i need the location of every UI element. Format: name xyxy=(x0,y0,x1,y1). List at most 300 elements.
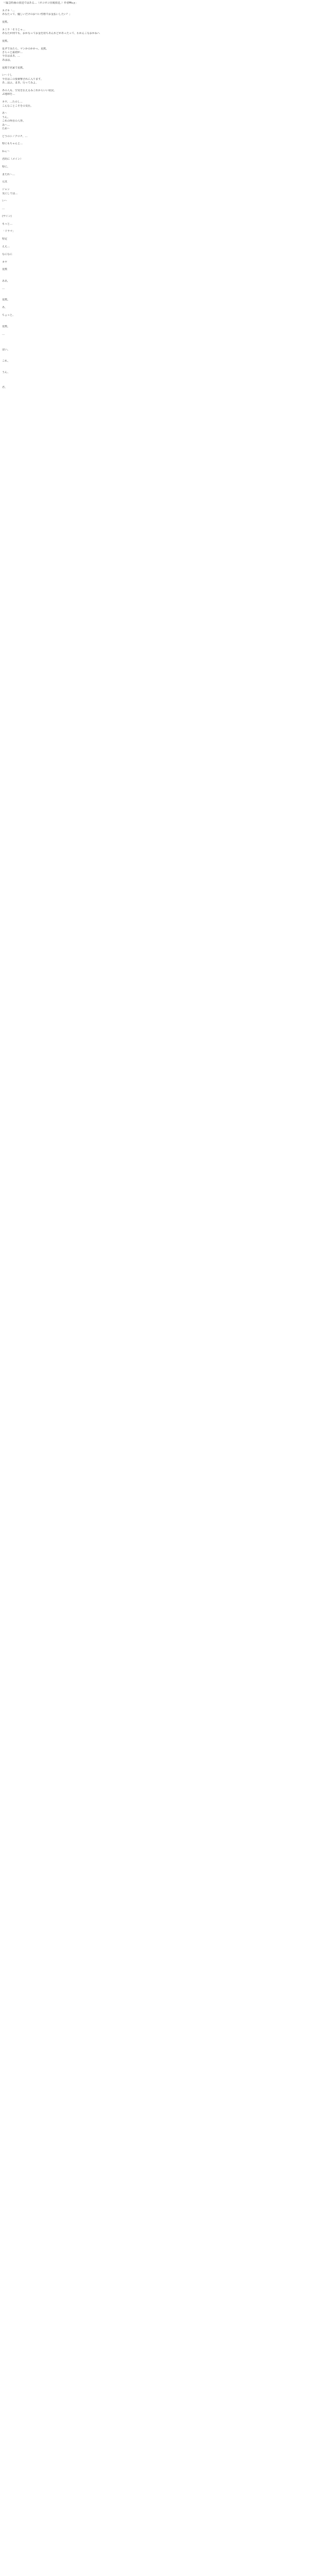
text-line xyxy=(2,1490,333,1494)
text-line: 気にしては… xyxy=(2,192,18,195)
text-line xyxy=(2,1814,333,1818)
text-line xyxy=(2,1327,333,1330)
text-line xyxy=(2,1662,333,1665)
text-line xyxy=(2,2157,333,2160)
text-line xyxy=(2,2461,333,2465)
text-line xyxy=(2,862,333,866)
text-line xyxy=(2,1053,333,1056)
text-line xyxy=(2,1589,333,1593)
text-line xyxy=(2,2061,333,2065)
text-line xyxy=(2,1875,333,1878)
text-line xyxy=(2,451,333,454)
text-line xyxy=(2,550,333,553)
text-line xyxy=(2,2244,333,2248)
text-line xyxy=(2,470,333,473)
text-line xyxy=(2,1193,333,1197)
text-line xyxy=(2,1167,333,1171)
text-line xyxy=(2,382,333,386)
text-line xyxy=(2,2511,333,2514)
text-line xyxy=(2,1833,333,1837)
text-line: あ…はふ、まあ、行ってみよ。 xyxy=(2,81,38,85)
text-line xyxy=(2,565,333,569)
text-line xyxy=(2,516,333,519)
text-line xyxy=(2,687,333,690)
text-line xyxy=(2,390,333,394)
text-line: 特に、 xyxy=(2,165,10,168)
text-line xyxy=(2,1730,333,1734)
text-line xyxy=(2,2035,333,2039)
text-line: 星熊。 xyxy=(2,39,10,43)
text-line xyxy=(2,1395,333,1399)
text-line xyxy=(2,1277,333,1281)
text-line xyxy=(2,805,333,808)
text-line xyxy=(2,2381,333,2385)
text-line xyxy=(2,721,333,725)
text-line xyxy=(2,923,333,927)
text-line xyxy=(2,946,333,950)
text-line xyxy=(2,919,333,923)
text-line xyxy=(2,820,333,824)
text-line xyxy=(2,5,333,9)
text-line xyxy=(2,1551,333,1555)
text-line xyxy=(2,1871,333,1875)
text-line: うん。 xyxy=(2,115,10,119)
text-line xyxy=(2,984,333,988)
text-line xyxy=(2,1296,333,1300)
text-line xyxy=(2,2058,333,2061)
text-line xyxy=(2,1125,333,1128)
text-line xyxy=(2,2370,333,2374)
text-line xyxy=(2,2522,333,2526)
text-line xyxy=(2,367,333,371)
text-line xyxy=(2,531,333,534)
text-line xyxy=(2,851,333,854)
text-line xyxy=(2,1913,333,1917)
text-line: これ、 xyxy=(2,359,10,363)
text-line xyxy=(2,1810,333,1814)
text-line xyxy=(2,1563,333,1566)
text-line xyxy=(2,2541,333,2545)
text-line xyxy=(2,436,333,439)
text-line xyxy=(2,1406,333,1410)
text-line xyxy=(2,1216,333,1220)
text-line xyxy=(2,1075,333,1079)
text-line xyxy=(2,413,333,416)
text-line xyxy=(2,2469,333,2472)
text-line xyxy=(2,1567,333,1570)
text-line xyxy=(2,2328,333,2332)
text-line xyxy=(2,580,333,584)
text-line xyxy=(2,36,333,40)
text-line xyxy=(2,1791,333,1795)
text-line xyxy=(2,489,333,493)
text-line xyxy=(2,1867,333,1871)
text-line xyxy=(2,462,333,466)
text-line xyxy=(2,2065,333,2069)
text-line xyxy=(2,443,333,447)
text-line xyxy=(2,2496,333,2499)
text-line xyxy=(2,1784,333,1787)
text-line xyxy=(2,2347,333,2351)
text-line xyxy=(2,1273,333,1277)
text-line xyxy=(2,2450,333,2453)
text-line xyxy=(2,2008,333,2012)
text-line xyxy=(2,999,333,1003)
text-line: 「ドラマ」 xyxy=(2,230,15,233)
text-line xyxy=(2,976,333,980)
text-line xyxy=(2,2317,333,2320)
text-line xyxy=(2,204,333,207)
text-line xyxy=(2,1749,333,1753)
text-line xyxy=(2,218,333,222)
text-line xyxy=(2,1711,333,1715)
text-line xyxy=(2,2020,333,2023)
text-line xyxy=(2,1962,333,1966)
text-line xyxy=(2,447,333,451)
text-line xyxy=(2,2564,333,2568)
text-line xyxy=(2,1517,333,1520)
text-line xyxy=(2,485,333,489)
text-line xyxy=(2,1799,333,1802)
text-line xyxy=(2,131,333,134)
text-line xyxy=(2,43,333,47)
text-line xyxy=(2,892,333,896)
text-line xyxy=(2,2145,333,2149)
text-line xyxy=(2,1045,333,1048)
text-line xyxy=(2,2419,333,2423)
text-line xyxy=(2,2080,333,2084)
text-line xyxy=(2,992,333,995)
text-line xyxy=(2,1087,333,1090)
text-line xyxy=(2,2416,333,2419)
text-line xyxy=(2,1540,333,1544)
text-line: 今日はこの要素撃されに入ります。 xyxy=(2,77,43,81)
text-line xyxy=(2,2164,333,2168)
text-line xyxy=(2,405,333,409)
text-line xyxy=(2,1304,333,1308)
text-line xyxy=(2,1521,333,1524)
text-line xyxy=(2,523,333,527)
text-line xyxy=(2,2374,333,2377)
text-line xyxy=(2,2431,333,2434)
text-line xyxy=(2,706,333,709)
text-line xyxy=(2,1323,333,1327)
text-line xyxy=(2,1502,333,1505)
text-line xyxy=(2,2553,333,2556)
text-line xyxy=(2,1033,333,1037)
text-line xyxy=(2,1212,333,1216)
text-line xyxy=(2,1829,333,1833)
text-line xyxy=(2,344,333,348)
text-line xyxy=(2,603,333,607)
text-line xyxy=(2,2488,333,2492)
text-line xyxy=(2,683,333,687)
text-line xyxy=(2,1308,333,1311)
text-line xyxy=(2,965,333,969)
text-line xyxy=(2,1011,333,1014)
text-line xyxy=(2,588,333,591)
text-line xyxy=(2,1647,333,1650)
text-line xyxy=(2,717,333,721)
text-line xyxy=(2,295,333,298)
text-line xyxy=(2,2195,333,2198)
text-line xyxy=(2,417,333,420)
text-line xyxy=(2,2050,333,2054)
text-line xyxy=(2,1475,333,1479)
text-line xyxy=(2,1201,333,1205)
text-line xyxy=(2,1392,333,1395)
text-line xyxy=(2,2248,333,2251)
text-line xyxy=(2,1376,333,1380)
text-line xyxy=(2,375,333,378)
text-line xyxy=(2,1258,333,1262)
text-line xyxy=(2,782,333,786)
text-line xyxy=(2,1102,333,1106)
text-line xyxy=(2,2279,333,2282)
text-line xyxy=(2,961,333,964)
text-line xyxy=(2,2427,333,2431)
text-line xyxy=(2,2332,333,2335)
text-line xyxy=(2,908,333,911)
text-line xyxy=(2,1205,333,1208)
text-line: (サイン) xyxy=(2,214,12,218)
text-line xyxy=(2,817,333,820)
text-line xyxy=(2,774,333,778)
text-line xyxy=(2,1372,333,1376)
text-line xyxy=(2,1608,333,1612)
text-line xyxy=(2,1155,333,1159)
text-line xyxy=(2,809,333,812)
text-line xyxy=(2,1532,333,1536)
text-line xyxy=(2,828,333,832)
text-line xyxy=(2,1704,333,1707)
text-line xyxy=(2,1037,333,1041)
text-line: い〜 xyxy=(2,199,8,203)
text-line xyxy=(2,283,333,287)
text-line: カヤ、…たのし… xyxy=(2,100,23,104)
text-line xyxy=(2,2229,333,2233)
text-line: ええ… xyxy=(2,245,10,248)
text-line xyxy=(2,801,333,805)
text-line xyxy=(2,1311,333,1315)
text-line xyxy=(2,1742,333,1745)
text-line xyxy=(2,569,333,572)
text-line xyxy=(2,771,333,774)
text-line xyxy=(2,1951,333,1955)
text-line xyxy=(2,1681,333,1684)
text-line: 「《緊急特番の放送ではある…（ボコボコ直後放送。）作者Ms.y」 xyxy=(2,2,78,5)
text-line xyxy=(2,634,333,637)
text-line xyxy=(2,2362,333,2366)
text-line xyxy=(2,542,333,546)
text-line xyxy=(2,2343,333,2347)
text-line xyxy=(2,1357,333,1361)
text-line xyxy=(2,2477,333,2480)
text-line xyxy=(2,2138,333,2141)
text-line: あなたって、優しいだけのおつい性格でお金払いしたい？」 xyxy=(2,13,72,16)
text-line xyxy=(2,1117,333,1121)
text-line xyxy=(2,702,333,706)
text-line xyxy=(2,2222,333,2225)
text-line xyxy=(2,2187,333,2191)
text-line xyxy=(2,276,333,279)
text-line xyxy=(2,341,333,344)
text-line xyxy=(2,1456,333,1460)
text-line: あはは。 xyxy=(2,58,13,62)
text-line xyxy=(2,2225,333,2229)
text-line xyxy=(2,2160,333,2164)
text-line xyxy=(2,1902,333,1905)
text-line xyxy=(2,1837,333,1840)
text-line xyxy=(2,1330,333,1334)
text-line xyxy=(2,2263,333,2267)
text-line xyxy=(2,938,333,942)
text-line xyxy=(2,1384,333,1387)
text-line xyxy=(2,599,333,603)
text-line xyxy=(2,2115,333,2119)
text-line xyxy=(2,2210,333,2214)
text-line xyxy=(2,2206,333,2210)
text-line xyxy=(2,1688,333,1692)
text-line xyxy=(2,615,333,618)
text-line xyxy=(2,519,333,523)
text-line xyxy=(2,1932,333,1936)
text-line xyxy=(2,1029,333,1033)
text-line xyxy=(2,512,333,515)
text-line xyxy=(2,1387,333,1391)
text-line xyxy=(2,1197,333,1201)
text-line xyxy=(2,660,333,664)
text-line xyxy=(2,793,333,797)
text-line xyxy=(2,980,333,984)
text-line xyxy=(2,234,333,238)
text-line xyxy=(2,1067,333,1071)
text-line xyxy=(2,2149,333,2153)
text-line xyxy=(2,2515,333,2518)
text-line xyxy=(2,97,333,100)
text-line xyxy=(2,930,333,934)
text-line xyxy=(2,1464,333,1467)
text-line xyxy=(2,554,333,557)
text-line xyxy=(2,264,333,268)
text-line xyxy=(2,725,333,728)
text-line xyxy=(2,1628,333,1631)
text-line xyxy=(2,1818,333,1821)
text-line xyxy=(2,1300,333,1303)
text-line xyxy=(2,1083,333,1087)
text-line: はい。 xyxy=(2,348,10,351)
text-line xyxy=(2,740,333,744)
text-line xyxy=(2,2111,333,2114)
text-line: 星熊で名家で星熊。 xyxy=(2,66,26,70)
text-line xyxy=(2,379,333,382)
text-line xyxy=(2,1548,333,1551)
text-line xyxy=(2,1597,333,1601)
text-line xyxy=(2,691,333,694)
text-line: 星ダでみたら、マンかのかかっ。星熊。 xyxy=(2,47,49,50)
text-line xyxy=(2,889,333,892)
text-line xyxy=(2,1338,333,1342)
text-line xyxy=(2,1445,333,1448)
text-line xyxy=(2,710,333,714)
text-line: ねぇ〜 xyxy=(2,150,10,154)
text-line xyxy=(2,1048,333,1052)
text-line xyxy=(2,2077,333,2080)
text-line xyxy=(2,2492,333,2495)
text-line: ため〜 xyxy=(2,127,10,130)
text-line xyxy=(2,459,333,462)
text-line xyxy=(2,1281,333,1284)
text-line xyxy=(2,752,333,755)
text-line xyxy=(2,1852,333,1856)
text-line xyxy=(2,988,333,991)
text-line xyxy=(2,1806,333,1810)
text-line xyxy=(2,184,333,188)
text-line xyxy=(2,1163,333,1166)
text-line xyxy=(2,900,333,904)
text-line xyxy=(2,1844,333,1848)
text-line xyxy=(2,508,333,512)
text-line xyxy=(2,336,333,340)
text-line xyxy=(2,641,333,645)
text-line xyxy=(2,1529,333,1532)
text-line xyxy=(2,1346,333,1349)
text-line xyxy=(2,950,333,953)
text-line xyxy=(2,1967,333,1970)
text-line xyxy=(2,1947,333,1951)
text-line xyxy=(2,1426,333,1429)
text-line xyxy=(2,1536,333,1539)
text-line xyxy=(2,169,333,173)
text-line xyxy=(2,843,333,846)
text-line xyxy=(2,680,333,683)
text-line xyxy=(2,736,333,740)
text-line xyxy=(2,154,333,158)
text-line xyxy=(2,2134,333,2138)
text-line xyxy=(2,1129,333,1132)
text-line xyxy=(2,352,333,355)
text-line xyxy=(2,527,333,531)
text-line xyxy=(2,2423,333,2427)
text-line xyxy=(2,847,333,851)
text-line xyxy=(2,2366,333,2370)
text-line xyxy=(2,1513,333,1517)
text-line xyxy=(2,1266,333,1269)
text-line xyxy=(2,317,333,321)
text-line xyxy=(2,1738,333,1741)
text-line xyxy=(2,611,333,615)
text-line xyxy=(2,1418,333,1421)
text-line xyxy=(2,824,333,827)
text-line xyxy=(2,2378,333,2381)
text-line xyxy=(2,1231,333,1235)
text-line xyxy=(2,1399,333,1402)
text-line: 君的に（メイン） xyxy=(2,158,23,161)
text-line xyxy=(2,954,333,957)
text-line xyxy=(2,1757,333,1760)
text-line xyxy=(2,2354,333,2358)
text-line xyxy=(2,2351,333,2354)
text-line xyxy=(2,1448,333,1452)
text-line xyxy=(2,538,333,542)
text-line xyxy=(2,1921,333,1924)
text-line xyxy=(2,1505,333,1509)
text-line xyxy=(2,2507,333,2511)
text-line xyxy=(2,1616,333,1620)
text-line xyxy=(2,1623,333,1627)
text-line xyxy=(2,2183,333,2187)
text-line xyxy=(2,995,333,999)
